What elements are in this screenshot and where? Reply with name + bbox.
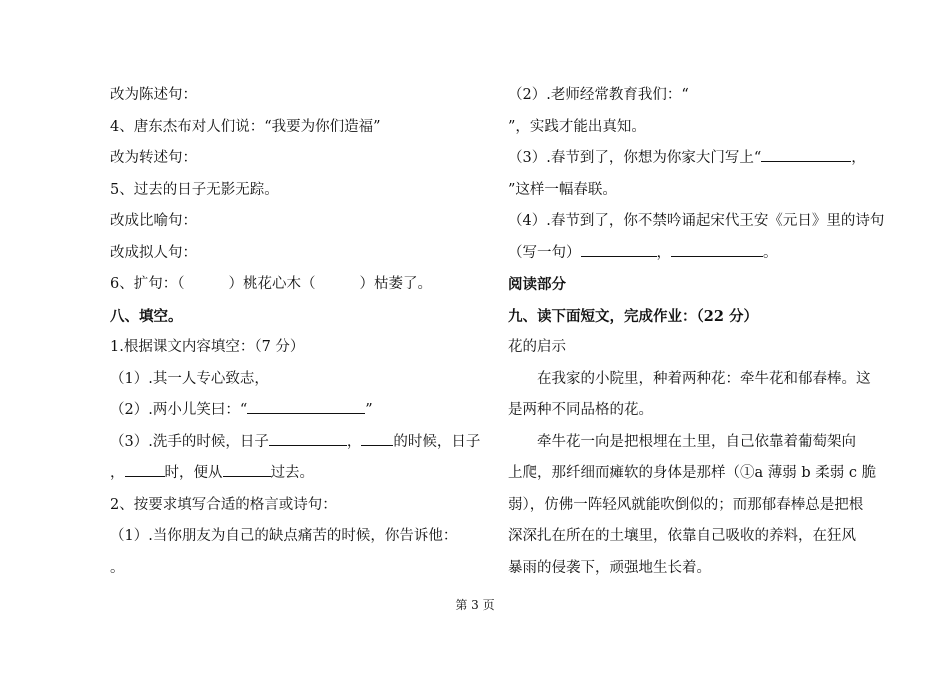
fill-question-1: 1.根据课文内容填空：（7 分）	[110, 339, 305, 355]
passage-line: 上爬，那纤细而瘫软的身体是那样（①a 薄弱 b 柔弱 c 脆	[508, 465, 877, 481]
question-5: 5、过去的日子无影无踪。	[110, 181, 279, 198]
rewrite-personification-label: 改成拟人句：	[110, 244, 197, 261]
answer-blank[interactable]	[671, 242, 763, 257]
proverb-item-2: （2）.老师经常教育我们：“	[508, 87, 689, 103]
answer-blank[interactable]	[581, 242, 657, 257]
proverb-item-2-end: ”，实践才能出真知。	[508, 118, 646, 135]
passage-line: 弱），仿佛一阵轻风就能吹倒似的；而那郁春棒总是把根	[508, 496, 864, 513]
answer-blank[interactable]	[361, 431, 393, 446]
proverb-item-1: （1）.当你朋友为自己的缺点痛苦的时候，你告诉他：	[110, 528, 458, 544]
answer-blank[interactable]	[761, 147, 851, 162]
section-9-heading: 九、读下面短文，完成作业：（22 分）	[508, 307, 758, 325]
rewrite-simile-label: 改成比喻句：	[110, 213, 197, 229]
question-4: 4、唐东杰布对人们说：“我要为你们造福”	[110, 118, 381, 135]
expand-suffix: ）枯萎了。	[359, 276, 432, 292]
passage-line: 深深扎在所在的土壤里，依靠自己吸收的养料，在狂风	[508, 528, 856, 544]
page-number: 第 3 页	[455, 598, 495, 612]
rewrite-indirect-label: 改为转述句：	[110, 150, 197, 166]
right-column	[508, 80, 888, 584]
passage-line: 牵牛花一向是把根埋在土里，自己依靠着葡萄架向	[537, 433, 856, 450]
section-8-heading: 八、填空。	[110, 307, 183, 325]
proverb-item-3-end: ”这样一幅春联。	[508, 181, 617, 198]
rewrite-statement-label: 改为陈述句：	[110, 87, 197, 103]
passage-line: 是两种不同品格的花。	[508, 402, 653, 418]
answer-blank[interactable]	[269, 431, 347, 446]
fill-item-1: （1）.其一人专心致志，	[110, 370, 269, 387]
left-column	[110, 80, 490, 584]
expand-prefix: 6、扩句：（	[110, 276, 185, 292]
expand-middle: ）桃花心木（	[228, 276, 316, 292]
fill-item-3-cont: ， 时，便从 过去。	[110, 458, 490, 490]
answer-blank[interactable]	[223, 462, 271, 477]
passage-line: 在我家的小院里，种着两种花：牵牛花和郁春棒。这	[537, 370, 871, 387]
answer-blank[interactable]	[247, 399, 365, 414]
question-6-expand	[110, 269, 490, 301]
fill-item-3: （3）.洗手的时候，日子 ， 的时候，日子	[110, 427, 490, 459]
proverb-item-4-answer: （写一句） ， 。	[508, 238, 888, 270]
fill-item-2: （2）.两小儿笑曰：“ ”	[110, 395, 490, 427]
fill-question-2: 2、按要求填写合适的格言或诗句：	[110, 496, 337, 513]
proverb-item-3: （3）.春节到了，你想为你家大门写上“ ，	[508, 143, 888, 175]
proverb-item-4: （4）.春节到了，你不禁吟诵起宋代王安《元日》里的诗句	[508, 213, 885, 229]
answer-blank[interactable]	[125, 462, 165, 477]
passage-line: 暴雨的侵袭下，顽强地生长着。	[508, 559, 711, 576]
reading-section-heading: 阅读部分	[508, 276, 566, 293]
proverb-item-1-end: 。	[110, 559, 125, 576]
passage-title: 花的启示	[508, 339, 566, 355]
